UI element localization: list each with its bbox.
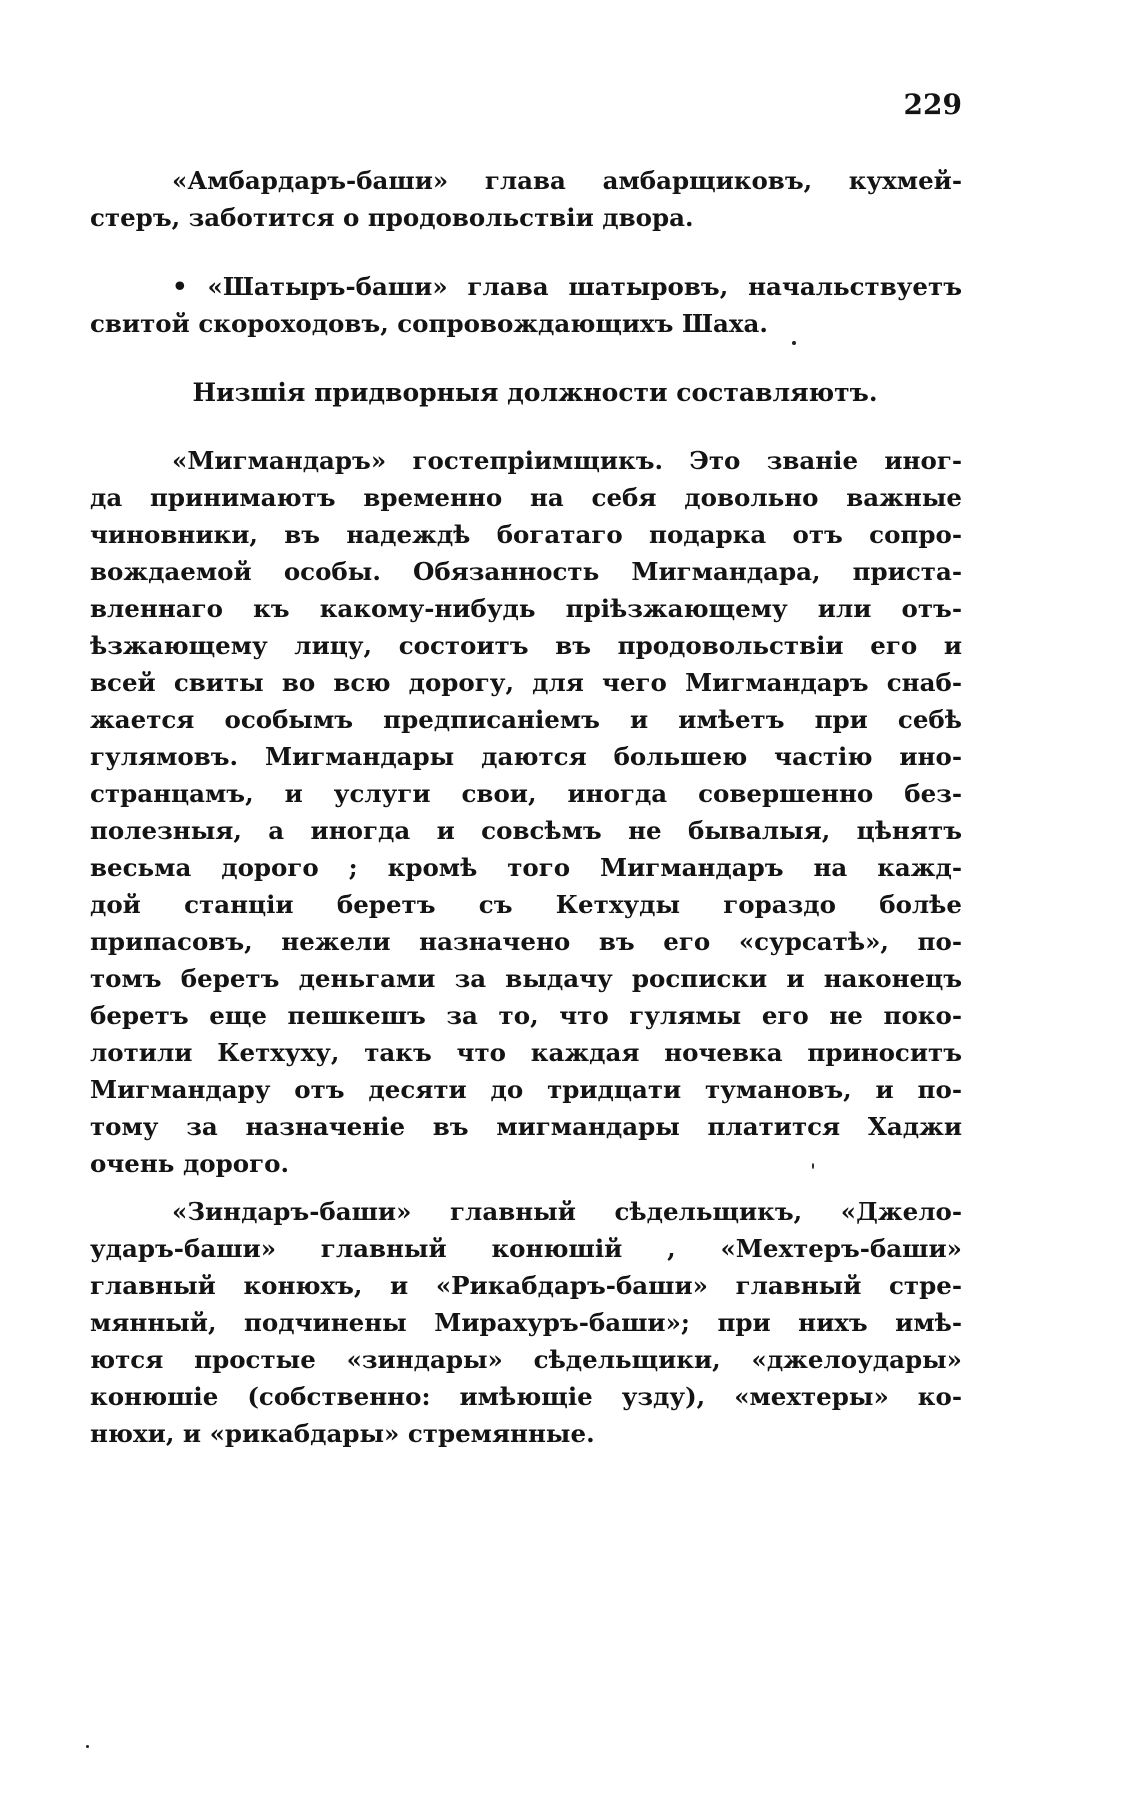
paragraph-ambardar-bashi bbox=[90, 162, 962, 236]
text-line: тому за назначеніе въ мигмандары платится Хаджи bbox=[90, 1112, 962, 1141]
text-line: нюхи, и «рикабдары» стремянные. bbox=[90, 1419, 595, 1448]
text-line: жается особымъ предписаніемъ и имѣетъ при себѣ bbox=[90, 705, 962, 734]
text-line: томъ беретъ деньгами за выдачу росписки и наконецъ bbox=[90, 964, 962, 993]
text-line: странцамъ, и услуги свои, иногда совершенно без- bbox=[90, 779, 962, 808]
text-line: • «Шатыръ-баши» глава шатыровъ, начальствуетъ bbox=[172, 272, 962, 301]
text-line: стеръ, заботится о продовольствіи двора. bbox=[90, 203, 694, 232]
text-line: лотили Кетхуху, такъ что каждая ночевка приноситъ bbox=[90, 1038, 962, 1067]
text-line: свитой скороходовъ, сопровождающихъ Шаха. bbox=[90, 309, 768, 338]
paragraph-migmandar bbox=[90, 442, 962, 1182]
text-line: вленнаго къ какому-нибудь пріѣзжающему или отъ- bbox=[90, 594, 962, 623]
text-line: гулямовъ. Мигмандары даются большею частію ино- bbox=[90, 742, 962, 771]
text-line: чиновники, въ надеждѣ богатаго подарка отъ сопро- bbox=[90, 520, 962, 549]
text-line: всей свиты во всю дорогу, для чего Мигмандаръ снаб- bbox=[90, 668, 962, 697]
print-speck bbox=[792, 341, 796, 345]
text-line: ѣзжающему лицу, состоитъ въ продовольствіи его и bbox=[90, 631, 962, 660]
text-line: очень дорого. bbox=[90, 1149, 289, 1178]
section-heading: Низшія придворныя должности составляютъ. bbox=[192, 378, 878, 407]
text-line: конюшіе (собственно: имѣющіе узду), «мехтеры» ко- bbox=[90, 1382, 962, 1411]
print-speck bbox=[812, 1163, 814, 1169]
text-line: ются простые «зиндары» сѣдельщики, «джелоудары» bbox=[90, 1345, 962, 1374]
page-number: 229 bbox=[903, 88, 962, 121]
text-line: беретъ еще пешкешъ за то, что гулямы его не поко- bbox=[90, 1001, 962, 1030]
print-speck bbox=[86, 1745, 89, 1748]
text-line: мянный, подчинены Мирахуръ-баши»; при нихъ имѣ- bbox=[90, 1308, 962, 1337]
text-line: Мигмандару отъ десяти до тридцати тумановъ, и по- bbox=[90, 1075, 962, 1104]
text-line: дой станціи беретъ съ Кетхуды гораздо болѣе bbox=[90, 890, 962, 919]
text-line: «Амбардаръ-баши» глава амбарщиковъ, кухмей- bbox=[172, 166, 962, 195]
text-line: полезныя, а иногда и совсѣмъ не бывалыя, цѣнятъ bbox=[90, 816, 962, 845]
text-line: вождаемой особы. Обязанность Мигмандара, приста- bbox=[90, 557, 962, 586]
text-line: да принимаютъ временно на себя довольно важные bbox=[90, 483, 962, 512]
text-line: главный конюхъ, и «Рикабдаръ-баши» главный стре- bbox=[90, 1271, 962, 1300]
paragraph-zindar-bashi bbox=[90, 1193, 962, 1452]
text-line: «Мигмандаръ» гостепріимщикъ. Это званіе иног- bbox=[172, 446, 962, 475]
text-line: «Зиндаръ-баши» главный сѣдельщикъ, «Джело- bbox=[172, 1197, 962, 1226]
paragraph-shatyr-bashi bbox=[90, 268, 962, 342]
text-line: ударъ-баши» главный конюшій , «Мехтеръ-баши» bbox=[90, 1234, 962, 1263]
text-line: припасовъ, нежели назначено въ его «сурсатѣ», по- bbox=[90, 927, 962, 956]
text-line: весьма дорого ; кромѣ того Мигмандаръ на кажд- bbox=[90, 853, 962, 882]
